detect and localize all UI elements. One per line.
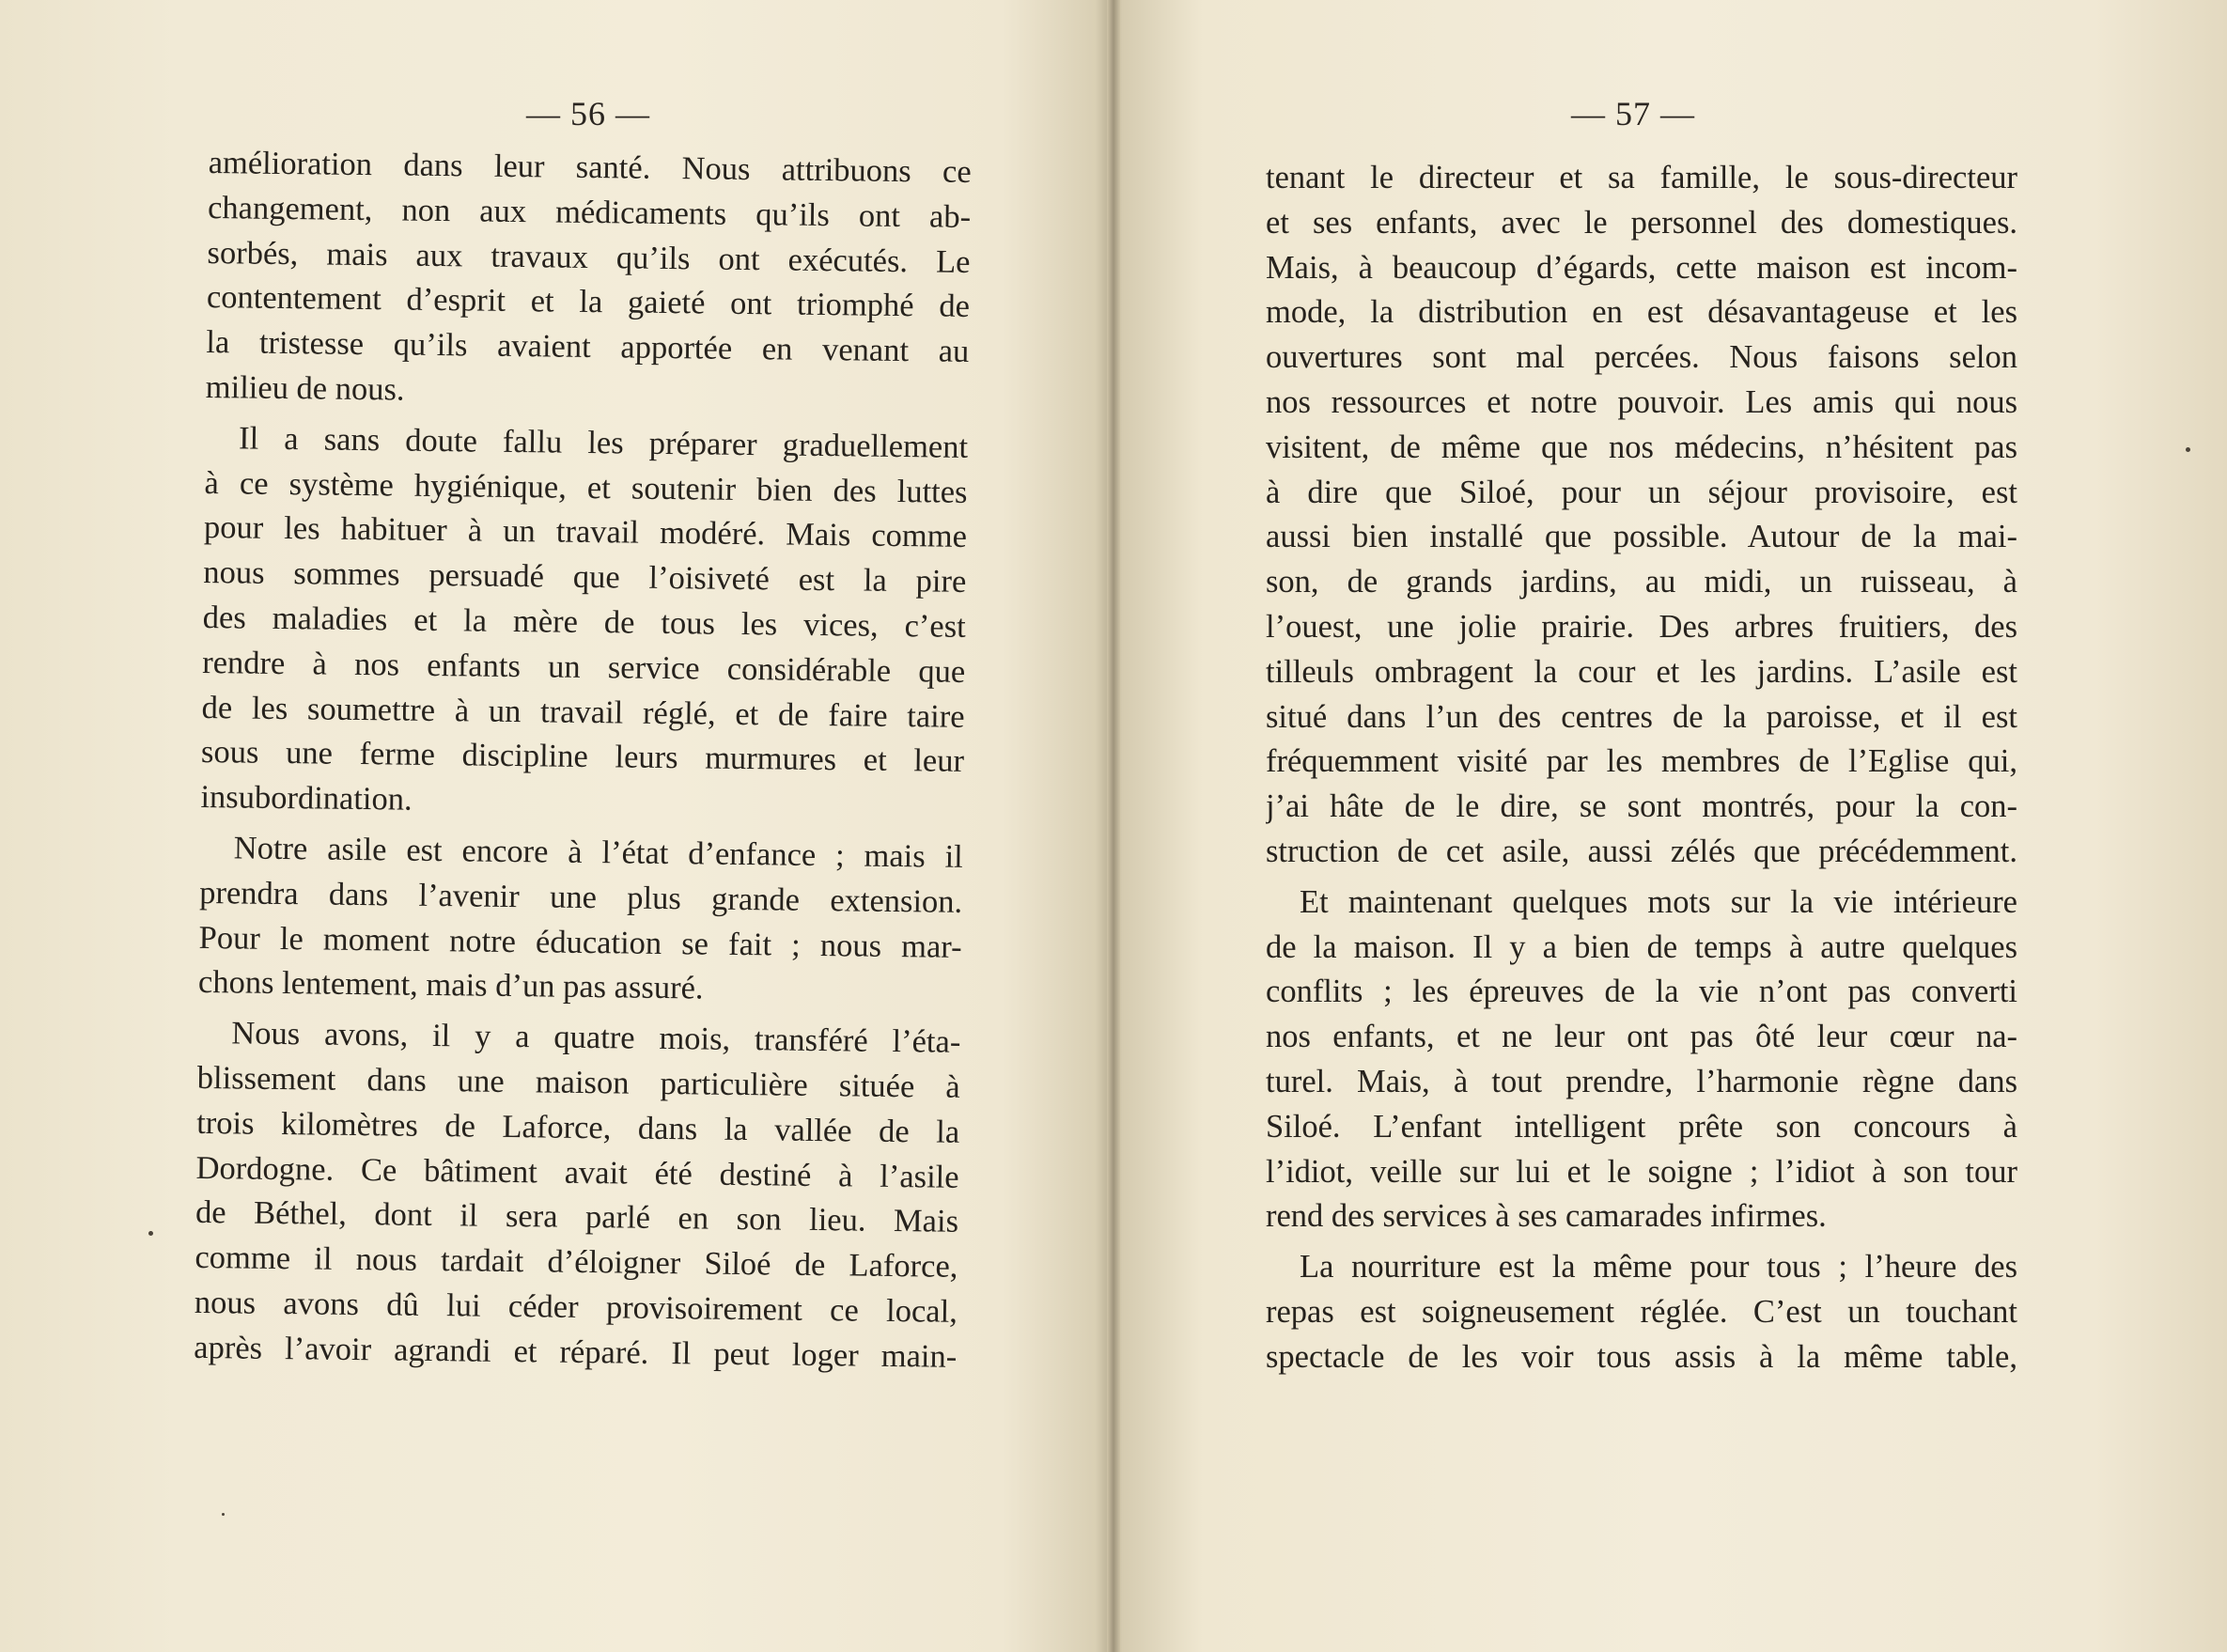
text-line: repas est soigneusement réglée. C’est un touchant [1266,1293,2017,1330]
paragraph [198,826,963,1015]
text-line: la tristesse qu’ils avaient apportée en venant au [206,324,970,370]
text-line: tenant le directeur et sa famille, le sous-directeur [1266,160,2017,195]
text-line: et ses enfants, avec le personnel des domestiques. [1266,204,2017,241]
text-line: prendra dans l’avenir une plus grande extension. [198,874,963,920]
text-line: rendre à nos enfants un service considérable que [201,644,966,690]
paper-speck [2186,447,2190,452]
page-number-left: — 56 — [526,95,650,132]
right-page [1120,0,2227,1652]
paper-speck [222,1513,225,1516]
text-line: spectacle de les voir tous assis à la même table, [1266,1338,2017,1375]
text-line: fréquemment visité par les membres de l’Eglise qui, [1266,743,2017,780]
text-line: struction de cet asile, aussi zélés que précédemment. [1266,833,2017,869]
text-line: l’idiot, veille sur lui et le soigne ; l’idiot à son tour [1266,1153,2017,1190]
text-line: à dire que Siloé, pour un séjour provisoire, est [1266,474,2017,510]
text-line: nos ressources et notre pouvoir. Les amis qui nous [1266,383,2017,420]
text-line: de Béthel, dont il sera parlé en son lieu. Mais [195,1194,959,1240]
paragraph [1266,881,2017,1239]
text-line: conflits ; les épreuves de la vie n’ont pas converti [1266,974,2017,1010]
text-line: de la maison. Il y a bien de temps à autre quelques [1266,928,2017,965]
text-line: l’ouest, une jolie prairie. Des arbres fruitiers, des [1266,608,2017,645]
book-gutter [1107,0,1120,1652]
text-line: Siloé. L’enfant intelligent prête son concours à [1266,1108,2017,1145]
text-line: amélioration dans leur santé. Nous attribuons ce [208,144,972,190]
text-line: contentement d’esprit et la gaieté ont triomphé de [206,279,971,325]
paragraph [205,141,971,420]
text-line: blissement dans une maison particulière située à [196,1059,960,1105]
text-line: Il a sans doute fallu les préparer graduellement [238,420,969,465]
text-line: nos enfants, et ne leur ont pas ôté leur cœur na- [1266,1019,2017,1055]
text-line: situé dans l’un des centres de la paroisse, et il est [1266,698,2017,735]
text-line: trois kilomètres de Laforce, dans la vallée de la [196,1104,960,1150]
text-line: visitent, de même que nos médecins, n’hésitent pas [1266,429,2017,465]
left-page-body [194,141,972,1379]
text-line: rend des services à ses camarades infirmes. [1266,1198,1827,1235]
text-line: chons lentement, mais d’un pas assuré. [197,964,704,1006]
text-line: milieu de nous. [205,368,405,408]
text-line: tilleuls ombragent la cour et les jardins. L’asile est [1266,653,2017,690]
text-line: insubordination. [200,779,413,818]
left-page [0,0,1107,1652]
page-number-right: — 57 — [1571,95,1695,132]
text-line: aussi bien installé que possible. Autour de la mai- [1266,519,2017,555]
paragraph [194,1011,961,1379]
text-line: sous une ferme discipline leurs murmures et leur [200,734,965,780]
text-line: ouvertures sont mal percées. Nous faisons selon [1266,339,2017,376]
text-line: Nous avons, il y a quatre mois, transféré l’éta- [231,1015,961,1060]
text-line: nous avons dû lui céder provisoirement ce local, [194,1284,958,1330]
text-line: turel. Mais, à tout prendre, l’harmonie règne dans [1266,1063,2017,1099]
text-line: de les soumettre à un travail réglé, et de faire taire [201,689,965,735]
text-line: pour les habituer à un travail modéré. Mais comme [203,509,968,555]
text-line: sorbés, mais aux travaux qu’ils ont exécutés. Le [207,234,971,280]
text-line: Dordogne. Ce bâtiment avait été destiné à l’asile [195,1149,959,1195]
text-line: Notre asile est encore à l’état d’enfance ; mais il [233,830,963,875]
right-page-body [1266,156,2017,1380]
text-line: à ce système hygiénique, et soutenir bien des luttes [204,464,968,510]
text-line: après l’avoir agrandi et réparé. Il peut loger main- [194,1329,958,1375]
text-line: Et maintenant quelques mots sur la vie intérieure [1300,883,2017,920]
text-line: mode, la distribution en est désavantageuse et les [1266,294,2017,331]
text-line: La nourriture est la même pour tous ; l’heure des [1300,1249,2017,1286]
text-line: changement, non aux médicaments qu’ils ont ab- [207,189,972,235]
paragraph [200,416,968,830]
text-line: des maladies et la mère de tous les vices, c’est [202,599,966,645]
text-line: Pour le moment notre éducation se fait ; nous mar- [198,919,962,965]
text-line: j’ai hâte de le dire, se sont montrés, pour la con- [1266,788,2017,825]
text-line: nous sommes persuadé que l’oisiveté est la pire [203,554,967,600]
text-line: son, de grands jardins, au midi, un ruisseau, à [1266,564,2017,600]
text-line: Mais, à beaucoup d’égards, cette maison est incom- [1266,249,2017,286]
text-line: comme il nous tardait d’éloigner Siloé de Laforce, [195,1239,958,1285]
paragraph [1266,1245,2017,1379]
paragraph [1266,156,2017,875]
paper-speck [148,1231,153,1236]
